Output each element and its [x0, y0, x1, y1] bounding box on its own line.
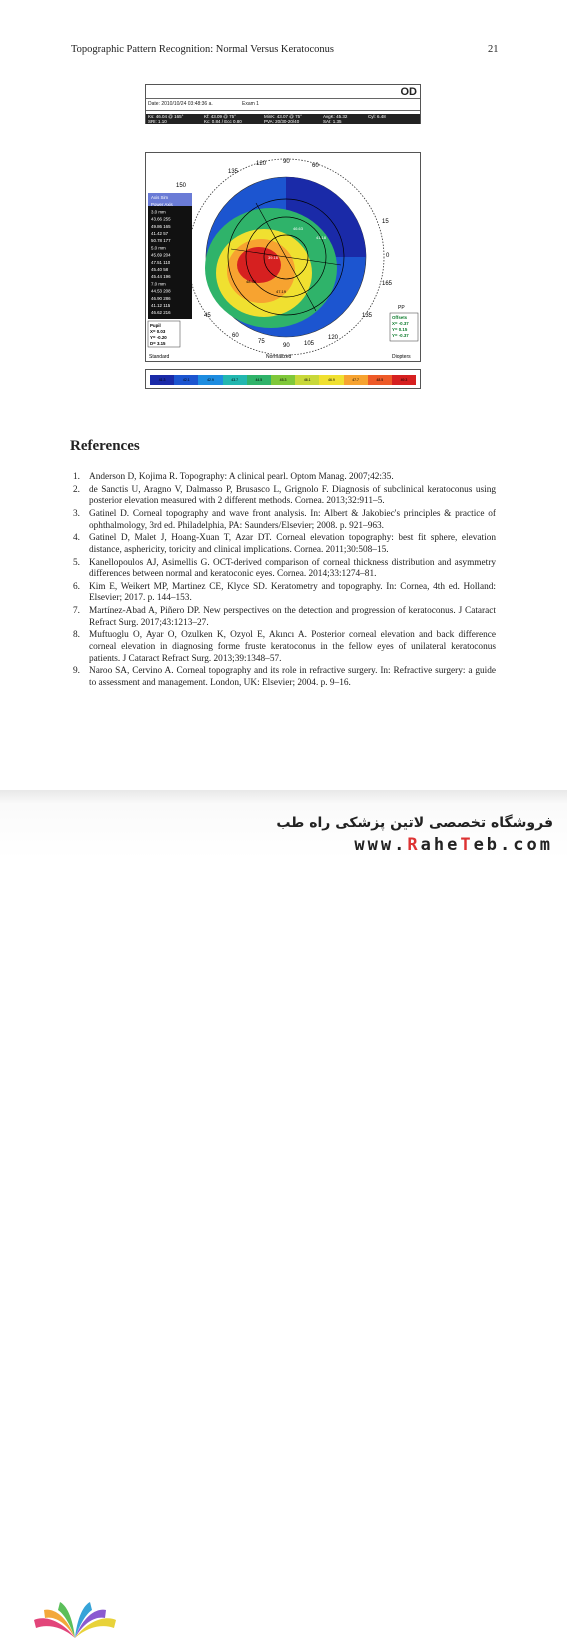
legend-swatch: 42.1 [174, 375, 198, 385]
red-zone [237, 247, 281, 283]
contour-label: 39.16 [268, 255, 279, 260]
references-heading: References [70, 438, 140, 454]
panel-line: Power Axis [151, 202, 173, 208]
angle-label: 75 [258, 339, 265, 345]
angle-label: 135 [362, 313, 373, 319]
k-value: Ks: 46.04 @ 165° [148, 114, 184, 119]
angle-label: 120 [256, 161, 267, 167]
k-value: SAI: 1.35 [323, 119, 342, 124]
reference-number: 7. [73, 606, 80, 617]
legend-swatch: 48.5 [368, 375, 392, 385]
panel-line: 41.42 57 [151, 231, 169, 236]
reference-item [70, 509, 496, 532]
panel-line: 7.0 mm [151, 281, 166, 287]
url-part: T [460, 835, 474, 855]
panel-line: Axis Sim [151, 195, 169, 200]
topography-figure [145, 84, 421, 389]
panel-line: X= -0.37 [392, 321, 409, 326]
legend-swatch: 49.3 [392, 375, 416, 385]
book-logo-icon [30, 1598, 120, 1643]
reference-text: de Sanctis U, Aragno V, Dalmasso P, Brusasco L, Grignolo F. Diagnosis of subclinical keratoconus using posterior elevation measured with 2 different methods. Cornea. 2013;32:911–5. [89, 484, 496, 507]
reference-text: Gatinel D. Corneal topography and wave front analysis. In: Albert & Jakobiec's principles & practice of ophthalmology, 3rd ed. Philadelphia, PA: Saunders/Elsevier; 2008. p. 921–963. [89, 508, 496, 531]
legend-swatch: 46.9 [319, 375, 343, 385]
contour-label: 47.19 [276, 289, 287, 294]
panel-line: 44.53 208 [151, 288, 171, 294]
page-number: 21 [488, 44, 499, 55]
standard-label: Standard [149, 354, 170, 360]
angle-label: 105 [304, 341, 315, 347]
panel-line: 41.12 115 [151, 303, 171, 308]
exam-number: Exam 1 [242, 101, 259, 107]
panel-line: X= 0.03 [150, 329, 166, 334]
exam-date: Date: 2010/10/24 03:48:36 a. [148, 101, 213, 107]
angle-label: 135 [228, 169, 239, 175]
keratometry-row [146, 114, 420, 124]
reference-item [70, 606, 496, 629]
reference-list [70, 472, 496, 691]
panel-line: 46.62 216 [151, 310, 171, 316]
contour-label: 46.63 [293, 226, 304, 231]
legend-swatch: 45.3 [271, 375, 295, 385]
legend-swatch: 43.7 [223, 375, 247, 385]
panel-line: 5.0 mm [151, 245, 166, 251]
legend-swatch: 46.1 [295, 375, 319, 385]
angle-label: 0 [386, 253, 390, 259]
panel-line: 49.86 165 [151, 223, 171, 229]
reference-text: Martínez-Abad A, Piñero DP. New perspectives on the detection and progression of keratoconus. J Cataract Refract Surg. 2017;43:1213–27. [89, 606, 496, 628]
url-part: eb [473, 835, 501, 855]
pp-label: PP [398, 305, 405, 311]
reference-text: Muftuoglu O, Ayar O, Ozulken K, Ozyol E, Akıncı A. Posterior corneal elevation and back difference corneal elevation in diagnosing forme fruste keratoconus in the fellow eyes of unilateral keratoconus patients. J Cataract Refract Surg. 2013;39:1348–57. [89, 630, 496, 664]
normalized-label: Normalized [266, 354, 292, 360]
angle-label: 15 [382, 219, 389, 225]
url-part: ahe [420, 835, 461, 855]
reference-number: 3. [73, 508, 80, 519]
reference-number: 8. [73, 630, 80, 641]
reference-item [70, 485, 496, 508]
color-scale-bar [150, 375, 416, 385]
reference-item [70, 533, 496, 556]
angle-label: 45 [204, 313, 211, 319]
topography-svg [146, 153, 420, 361]
panel-line: 45.44 196 [151, 274, 171, 280]
k-value: Kf: 43.09 @ 75° [204, 114, 236, 119]
color-scale-legend [145, 369, 421, 389]
reference-text: Naroo SA, Cervino A. Corneal topography and its role in refractive surgery. In: Refractive surgery: a guide to assessment and management. London, UK: Elsevier; 2004. p. 9–16. [89, 666, 496, 688]
contour-label: 41.18 [316, 235, 327, 240]
figure-header-panel [145, 84, 421, 124]
reference-item [70, 630, 496, 665]
panel-line: 50.78 177 [151, 238, 171, 244]
url-part: R [407, 835, 421, 855]
reference-number: 1. [73, 472, 80, 482]
angle-label: 60 [232, 333, 239, 339]
eye-label: OD [400, 86, 417, 98]
k-value: AvgK: 45.32 [323, 114, 348, 119]
angle-label: 60 [312, 163, 319, 169]
legend-swatch: 42.9 [198, 375, 222, 385]
panel-line: 3.0 mm [151, 209, 166, 215]
reference-number: 2. [73, 484, 80, 495]
reference-text: Kanellopoulos AJ, Asimellis G. OCT-derived comparison of corneal thickness distribution and asymmetry differences between normal and keratoconic eyes. Cornea. 2014;33:1274–81. [89, 557, 496, 580]
reference-item [70, 666, 496, 689]
panel-line: 43.66 255 [151, 216, 171, 222]
k-value: Kc: 0.84 / Ecc 0.80 [204, 119, 242, 124]
k-value: SRI: 1.10 [148, 119, 167, 124]
reference-text: Gatinel D, Malet J, Hoang-Xuan T, Azar DT. Corneal elevation topography: best fit sphere, elevation distance, asphericity, toricity and clinical implications. Cornea. 2011;30:508–15. [89, 533, 496, 555]
panel-line: D= 3.15 [150, 341, 166, 346]
reference-number: 4. [73, 533, 80, 544]
panel-line: 47.51 110 [151, 259, 171, 265]
diopters-label: Diopters [392, 354, 411, 360]
reference-item [70, 582, 496, 605]
panel-line: Y= 0.15 [392, 327, 408, 332]
legend-swatch: 47.7 [344, 375, 368, 385]
k-value: Cyl: 6.48 [368, 114, 386, 119]
url-part: .com [500, 835, 553, 855]
store-url[interactable] [354, 835, 553, 855]
topography-map [145, 152, 421, 362]
k-value: PVA: 20/30-20/40 [264, 119, 300, 124]
angle-label: 90 [283, 343, 290, 349]
reference-item [70, 558, 496, 581]
reference-number: 9. [73, 666, 80, 677]
angle-label: 90 [283, 159, 290, 165]
panel-line: 45.69 204 [151, 252, 171, 258]
reference-text: Kim E, Weikert MP, Martinez CE, Klyce SD. Keratometry and topography. In: Cornea, 4th ed. Holland: Elsevier; 2017. p. 144–153. [89, 581, 496, 604]
contour-label: 48.38 [246, 279, 257, 284]
legend-swatch: 41.3 [150, 375, 174, 385]
store-name: فروشگاه تخصصی لاتین پزشکی راه طب [276, 815, 553, 831]
angle-label: 165 [382, 281, 393, 287]
running-title: Topographic Pattern Recognition: Normal Versus Keratoconus [71, 44, 334, 55]
reference-number: 6. [73, 581, 80, 592]
angle-label: 120 [328, 335, 339, 341]
panel-line: Y= -0.37 [392, 333, 409, 338]
exam-row [146, 98, 420, 111]
legend-swatch: 44.5 [247, 375, 271, 385]
reference-text: Anderson D, Kojima R. Topography: A clinical pearl. Optom Manag. 2007;42:35. [89, 472, 394, 482]
angle-label: 150 [176, 183, 187, 189]
book-page [0, 0, 567, 790]
offsets-text [392, 315, 409, 338]
k-value: MinK: 43.07 @ 75° [264, 114, 302, 119]
reference-number: 5. [73, 557, 80, 568]
panel-line: Pupil [150, 323, 161, 328]
panel-line: Offsets [392, 315, 408, 320]
panel-line: 46.90 286 [151, 295, 171, 301]
panel-line: 45.40 58 [151, 267, 169, 272]
reference-item [70, 472, 496, 484]
url-part: www. [354, 835, 408, 855]
panel-line: Y= -0.20 [150, 335, 167, 340]
